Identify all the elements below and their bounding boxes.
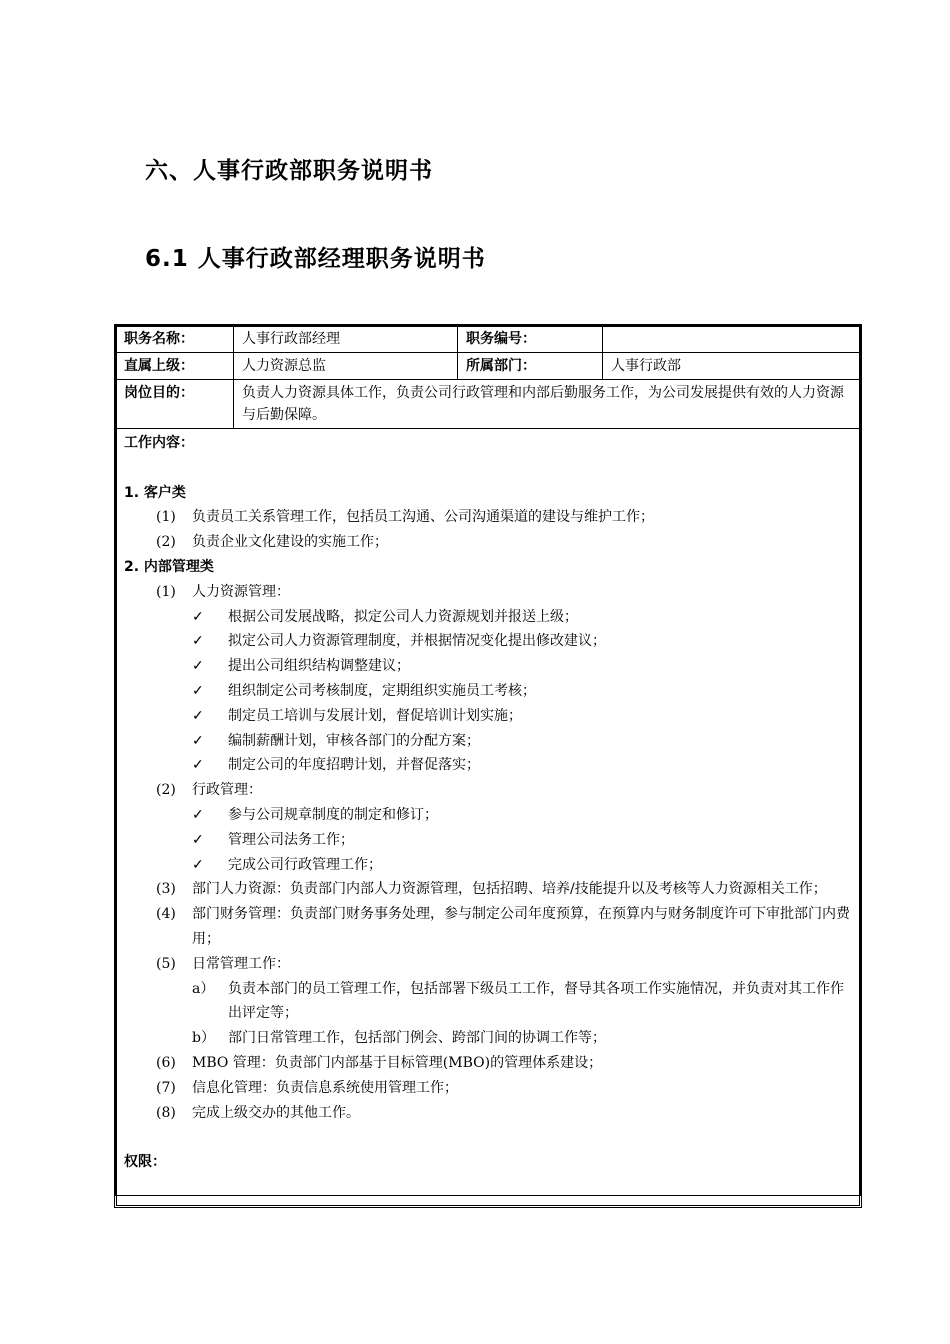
list-item: (4) 部门财务管理：负责部门财务事务处理，参与制定公司年度预算，在预算内与财务制度许可下审批部门内费用； [156, 906, 850, 947]
check-icon: ✓ [192, 732, 204, 749]
list-item: (6) MBO 管理：负责部门内部基于目标管理(MBO)的管理体系建设； [156, 1054, 603, 1071]
list-item: (1) 负责员工关系管理工作，包括员工沟通、公司沟通渠道的建设与维护工作； [156, 509, 654, 526]
job-description-table [114, 324, 862, 1208]
section-heading: 六、人事行政部职务说明书 [145, 158, 433, 184]
table-row [116, 429, 861, 1196]
job-title-label: 职务名称： [116, 326, 234, 353]
job-code-value [603, 326, 861, 353]
check-icon: ✓ [192, 856, 204, 873]
work-content-title: 工作内容： [124, 435, 194, 451]
section-customer-title: 1. 客户类 [124, 484, 186, 501]
check-item: ✓ 制定员工培训与发展计划，督促培训计划实施； [124, 704, 852, 729]
list-item: (2) 行政管理： [156, 782, 262, 799]
list-item: (5) 日常管理工作： [156, 955, 290, 972]
check-icon: ✓ [192, 757, 204, 774]
purpose-value: 负责人力资源具体工作，负责公司行政管理和内部后勤服务工作，为公司发展提供有效的人力资源与后勤保障。 [234, 380, 861, 429]
list-item: (8) 完成上级交办的其他工作。 [156, 1104, 360, 1121]
check-item: ✓ 制定公司的年度招聘计划，并督促落实； [124, 753, 852, 778]
sub-item: b） 部门日常管理工作，包括部门例会、跨部门间的协调工作等； [192, 1030, 606, 1047]
check-icon: ✓ [192, 682, 204, 699]
work-content-cell [116, 429, 861, 1196]
check-item: ✓ 提出公司组织结构调整建议； [124, 654, 852, 679]
check-item: ✓ 完成公司行政管理工作； [124, 853, 852, 878]
list-item: (7) 信息化管理：负责信息系统使用管理工作； [156, 1079, 458, 1096]
check-item: ✓ 管理公司法务工作； [124, 828, 852, 853]
table-row [116, 353, 861, 380]
check-item: ✓ 编制薪酬计划，审核各部门的分配方案； [124, 729, 852, 754]
subsection-heading: 6.1 人事行政部经理职务说明书 [145, 246, 486, 272]
list-item: (2) 负责企业文化建设的实施工作； [156, 534, 388, 551]
check-item: ✓ 根据公司发展战略，拟定公司人力资源规划并报送上级； [124, 605, 852, 630]
check-item: ✓ 组织制定公司考核制度，定期组织实施员工考核； [124, 679, 852, 704]
job-code-label: 职务编号： [458, 326, 603, 353]
list-item: (1) 人力资源管理： [156, 583, 290, 600]
supervisor-label: 直属上级： [116, 353, 234, 380]
table-row [116, 326, 861, 353]
check-item: ✓ 拟定公司人力资源管理制度，并根据情况变化提出修改建议； [124, 629, 852, 654]
table-row [116, 380, 861, 429]
sub-item: a） 负责本部门的员工管理工作，包括部署下级员工工作，督导其各项工作实施情况，并负责对其工作作出评定等； [192, 980, 844, 1022]
check-item: ✓ 参与公司规章制度的制定和修订； [124, 803, 852, 828]
check-icon: ✓ [192, 608, 204, 625]
section-internal-title: 2. 内部管理类 [124, 558, 214, 575]
check-icon: ✓ [192, 806, 204, 823]
department-value: 人事行政部 [603, 353, 861, 380]
check-icon: ✓ [192, 658, 204, 675]
job-title-value: 人事行政部经理 [234, 326, 458, 353]
list-item: (3) 部门人力资源：负责部门内部人力资源管理，包括招聘、培养/技能提升以及考核等人力资源相关工作； [156, 881, 827, 898]
check-icon: ✓ [192, 633, 204, 650]
supervisor-value: 人力资源总监 [234, 353, 458, 380]
department-label: 所属部门： [458, 353, 603, 380]
check-icon: ✓ [192, 707, 204, 724]
purpose-label: 岗位目的： [116, 380, 234, 429]
check-icon: ✓ [192, 831, 204, 848]
authority-title: 权限： [124, 1154, 166, 1171]
